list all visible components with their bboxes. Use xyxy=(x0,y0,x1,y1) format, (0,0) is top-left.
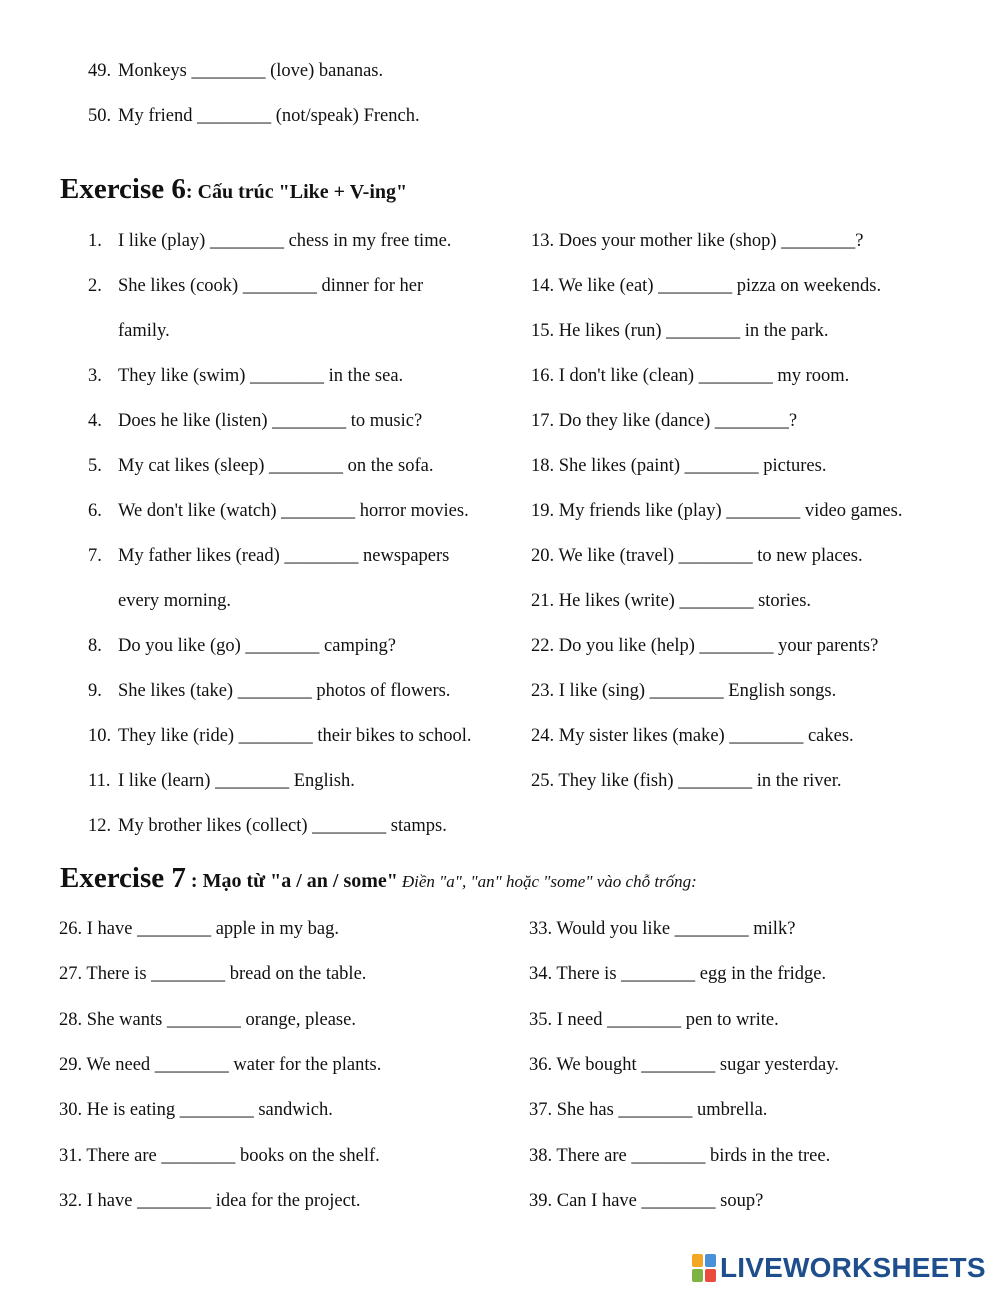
logo-mark-square-1 xyxy=(692,1254,703,1267)
logo-mark-square-4 xyxy=(705,1269,716,1282)
ex6-item-3: 3. They like (swim) ________ in the sea. xyxy=(88,366,404,386)
ex6-item-23: 23. I like (sing) ________ English songs. xyxy=(531,681,837,701)
ex6-item-2: 2. She likes (cook) ________ dinner for her xyxy=(88,276,424,296)
ex6-item-11: 11. I like (learn) ________ English. xyxy=(88,771,355,791)
exercise-6-label: Exercise 6 xyxy=(60,173,186,205)
ex7-item-38: 38. There are ________ birds in the tree. xyxy=(529,1146,831,1166)
liveworksheets-logo-text: LIVEWORKSHEETS xyxy=(720,1252,986,1283)
exercise-7-instruction: Điền "a", "an" hoặc "some" vào chỗ trống: xyxy=(401,872,697,891)
ex7-item-33: 33. Would you like ________ milk? xyxy=(529,919,796,939)
ex7-item-34: 34. There is ________ egg in the fridge. xyxy=(529,964,827,984)
ex6-item-8: 8. Do you like (go) ________ camping? xyxy=(88,636,396,656)
item-50: 50. My friend ________ (not/speak) French. xyxy=(88,106,420,126)
exercise-7-label: Exercise 7 xyxy=(60,862,186,894)
ex6-item-6: 6. We don't like (watch) ________ horror movies. xyxy=(88,501,469,521)
ex7-item-30: 30. He is eating ________ sandwich. xyxy=(59,1100,333,1120)
ex6-item-20: 20. We like (travel) ________ to new places. xyxy=(531,546,863,566)
ex7-item-29: 29. We need ________ water for the plants. xyxy=(59,1055,382,1075)
ex6-item-4: 4. Does he like (listen) ________ to music? xyxy=(88,411,423,431)
ex7-item-39: 39. Can I have ________ soup? xyxy=(529,1191,764,1211)
ex7-item-27: 27. There is ________ bread on the table. xyxy=(59,964,367,984)
ex6-item-24: 24. My sister likes (make) ________ cakes. xyxy=(531,726,854,746)
exercise-7-heading xyxy=(60,861,697,899)
ex6-item-9: 9. She likes (take) ________ photos of flowers. xyxy=(88,681,451,701)
exercise-6-heading xyxy=(60,172,407,210)
liveworksheets-logo-icon xyxy=(692,1254,716,1282)
exercise-6-subtitle: : Cấu trúc "Like + V-ing" xyxy=(185,181,408,203)
ex7-item-28: 28. She wants ________ orange, please. xyxy=(59,1010,356,1030)
item-49: 49. Monkeys ________ (love) bananas. xyxy=(88,61,384,81)
ex7-item-36: 36. We bought ________ sugar yesterday. xyxy=(529,1055,839,1075)
ex6-item-18: 18. She likes (paint) ________ pictures. xyxy=(531,456,827,476)
ex6-item-12: 12. My brother likes (collect) ________ stamps. xyxy=(88,816,447,836)
ex7-item-32: 32. I have ________ idea for the project. xyxy=(59,1191,361,1211)
ex6-item-16: 16. I don't like (clean) ________ my room. xyxy=(531,366,850,386)
ex7-item-37: 37. She has ________ umbrella. xyxy=(529,1100,768,1120)
ex6-item-22: 22. Do you like (help) ________ your parents? xyxy=(531,636,879,656)
ex7-item-35: 35. I need ________ pen to write. xyxy=(529,1010,779,1030)
ex6-item-14: 14. We like (eat) ________ pizza on weekends. xyxy=(531,276,882,296)
ex6-item-25: 25. They like (fish) ________ in the river. xyxy=(531,771,842,791)
ex6-item-13: 13. Does your mother like (shop) ________? xyxy=(531,231,864,251)
ex6-item-5: 5. My cat likes (sleep) ________ on the sofa. xyxy=(88,456,434,476)
ex6-item-2-continuation: family. xyxy=(118,321,170,341)
ex6-item-7-continuation: every morning. xyxy=(118,591,232,611)
logo-mark-square-2 xyxy=(705,1254,716,1267)
ex6-item-19: 19. My friends like (play) ________ video games. xyxy=(531,501,903,521)
ex6-item-10: 10. They like (ride) ________ their bikes to school. xyxy=(88,726,472,746)
liveworksheets-logo[interactable] xyxy=(692,1253,986,1283)
ex6-item-21: 21. He likes (write) ________ stories. xyxy=(531,591,812,611)
ex6-item-7: 7. My father likes (read) ________ newspapers xyxy=(88,546,450,566)
ex7-item-26: 26. I have ________ apple in my bag. xyxy=(59,919,340,939)
logo-mark-square-3 xyxy=(692,1269,703,1282)
ex6-item-1: 1. I like (play) ________ chess in my free time. xyxy=(88,231,452,251)
exercise-7-subtitle: : Mạo từ "a / an / some" xyxy=(185,870,398,892)
ex6-item-15: 15. He likes (run) ________ in the park. xyxy=(531,321,829,341)
ex7-item-31: 31. There are ________ books on the shelf. xyxy=(59,1146,380,1166)
ex6-item-17: 17. Do they like (dance) ________? xyxy=(531,411,798,431)
